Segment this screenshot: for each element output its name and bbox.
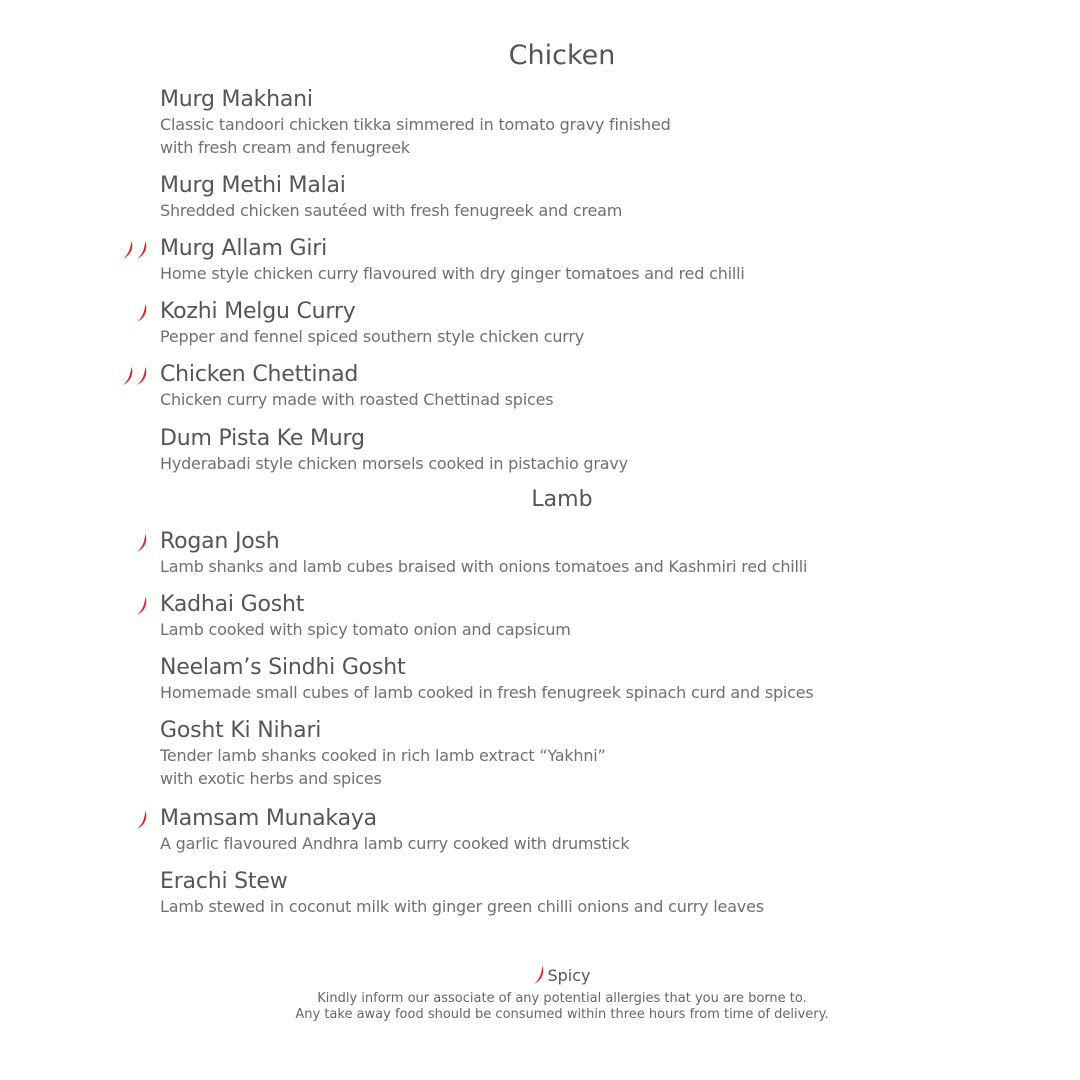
menu-item — [160, 529, 920, 578]
menu-item-description: Shredded chicken sautéed with fresh fenugreek and cream — [160, 201, 623, 220]
menu-item-name: Murg Methi Malai — [160, 173, 346, 198]
allergy-note: Kindly inform our associate of any potential allergies that you are borne to. — [317, 991, 807, 1006]
chili-pepper-icon — [136, 596, 148, 616]
menu-item-name: Gosht Ki Nihari — [160, 718, 322, 743]
spice-indicator — [136, 596, 148, 616]
menu-item-name: Chicken Chettinad — [160, 362, 359, 387]
menu-item — [160, 299, 920, 348]
spicy-legend-label: Spicy — [547, 966, 591, 985]
menu-item-description: Pepper and fennel spiced southern style chicken curry — [160, 327, 585, 346]
chili-pepper-icon — [122, 240, 134, 260]
menu-item — [160, 362, 920, 411]
section-title-chicken: Chicken — [508, 40, 616, 71]
menu-item — [160, 236, 920, 285]
menu-item-description: Lamb shanks and lamb cubes braised with onions tomatoes and Kashmiri red chilli — [160, 557, 808, 576]
menu-item-description: Hyderabadi style chicken morsels cooked in pistachio gravy — [160, 454, 628, 473]
menu-item-description: Lamb stewed in coconut milk with ginger green chilli onions and curry leaves — [160, 897, 764, 916]
menu-item — [160, 655, 920, 704]
spice-indicator — [122, 366, 148, 386]
menu-item-description: Chicken curry made with roasted Chettinad spices — [160, 390, 554, 409]
menu-item-description: A garlic flavoured Andhra lamb curry cooked with drumstick — [160, 834, 630, 853]
takeaway-note: Any take away food should be consumed within three hours from time of delivery. — [295, 1007, 829, 1022]
chili-pepper-icon — [136, 366, 148, 386]
chili-pepper-icon — [136, 810, 148, 830]
chili-pepper-icon — [136, 303, 148, 323]
chili-pepper-icon — [136, 533, 148, 553]
menu-item-description: Classic tandoori chicken tikka simmered in tomato gravy finished — [160, 115, 671, 134]
menu-item-description: Lamb cooked with spicy tomato onion and capsicum — [160, 620, 571, 639]
menu-item-name: Kadhai Gosht — [160, 592, 305, 617]
menu-item-description: Homemade small cubes of lamb cooked in fresh fenugreek spinach curd and spices — [160, 683, 814, 702]
section-title-lamb: Lamb — [531, 487, 593, 512]
menu-item-name: Rogan Josh — [160, 529, 280, 554]
chili-pepper-icon — [533, 965, 545, 985]
menu-item — [160, 718, 920, 790]
menu-item-name: Erachi Stew — [160, 869, 288, 894]
chili-pepper-icon — [122, 366, 134, 386]
menu-item-name: Mamsam Munakaya — [160, 806, 377, 831]
menu-item — [160, 869, 920, 918]
spice-indicator — [136, 303, 148, 323]
menu-item-name: Kozhi Melgu Curry — [160, 299, 356, 324]
menu-item-name: Neelam’s Sindhi Gosht — [160, 655, 406, 680]
menu-item-name: Murg Allam Giri — [160, 236, 328, 261]
menu-item — [160, 426, 920, 475]
menu-item-description: Home style chicken curry flavoured with dry ginger tomatoes and red chilli — [160, 264, 745, 283]
spice-indicator — [136, 533, 148, 553]
menu-item-description: with fresh cream and fenugreek — [160, 138, 410, 157]
menu-item-description: Tender lamb shanks cooked in rich lamb extract “Yakhni” — [160, 746, 606, 765]
spice-indicator — [136, 810, 148, 830]
menu-item — [160, 806, 920, 855]
menu-item-name: Murg Makhani — [160, 87, 313, 112]
spice-indicator — [122, 240, 148, 260]
spicy-legend — [0, 965, 1080, 985]
menu-item-name: Dum Pista Ke Murg — [160, 426, 365, 451]
menu-item — [160, 87, 920, 159]
menu-item — [160, 592, 920, 641]
menu-item — [160, 173, 920, 222]
menu-item-description: with exotic herbs and spices — [160, 769, 382, 788]
chili-pepper-icon — [136, 240, 148, 260]
